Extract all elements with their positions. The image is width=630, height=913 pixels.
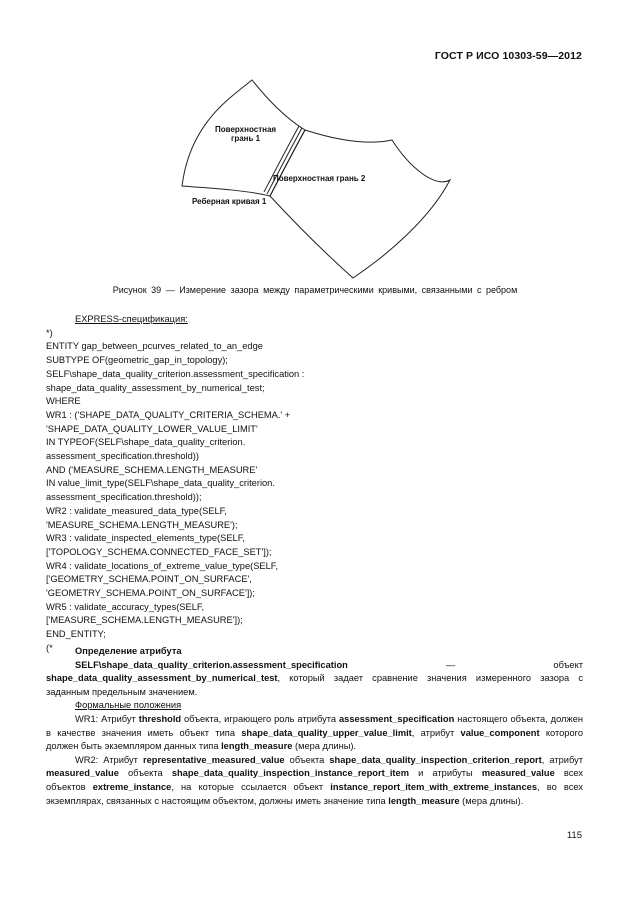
code-line: WR4 : validate_locations_of_extreme_value_type(SELF, — [46, 560, 279, 571]
code-line: AND ('MEASURE_SCHEMA.LENGTH_MEASURE' — [46, 464, 258, 475]
edge-curve-label: Реберная кривая 1 — [192, 197, 267, 206]
face-1-label — [215, 125, 276, 143]
code-line: IN value_limit_type(SELF\shape_data_quality_criterion. — [46, 478, 275, 489]
face-2-label: Поверхностная грань 2 — [273, 174, 366, 183]
code-line: WR3 : validate_inspected_elements_type(SELF, — [46, 533, 245, 544]
face-1-label-line2: грань 1 — [230, 134, 261, 143]
code-line: SELF\shape_data_quality_criterion.assessment_specification : — [46, 368, 305, 379]
wr1-paragraph: WR1: Атрибут threshold объекта, играющего роль атрибута assessment_specification настоящего объекта, должен в качестве значения иметь объект типа shape_data_quality_upper_value_limit, атрибут value_component которого должен быть экземпляром данных типа length_measure (мера длины). — [46, 713, 584, 752]
standard-header: ГОСТ Р ИСО 10303-59—2012 — [434, 50, 582, 62]
attr-def-heading: Определение атрибута — [75, 646, 182, 656]
code-line: ['GEOMETRY_SCHEMA.POINT_ON_SURFACE', — [46, 574, 252, 585]
code-line: *) — [46, 327, 53, 338]
code-line: 'MEASURE_SCHEMA.LENGTH_MEASURE'); — [46, 519, 238, 530]
code-line: WR2 : validate_measured_data_type(SELF, — [46, 505, 227, 516]
code-line: assessment_specification.threshold)) — [46, 451, 199, 462]
code-line: SUBTYPE OF(geometric_gap_in_topology); — [46, 355, 228, 366]
code-line: (* — [46, 642, 53, 653]
code-line: WR1 : ('SHAPE_DATA_QUALITY_CRITERIA_SCHEMA.' + — [46, 409, 291, 420]
attribute-definitions — [46, 642, 584, 808]
code-line: 'SHAPE_DATA_QUALITY_LOWER_VALUE_LIMIT' — [46, 423, 258, 434]
code-line: IN TYPEOF(SELF\shape_data_quality_criterion. — [46, 437, 246, 448]
code-line: 'GEOMETRY_SCHEMA.POINT_ON_SURFACE']); — [46, 588, 255, 599]
express-heading: EXPRESS-спецификация: — [75, 314, 188, 324]
wr2-paragraph: WR2: Атрибут representative_measured_value объекта shape_data_quality_inspection_criterion_report, атрибут measured_value объекта shape_data_quality_inspection_instance_report_item и атрибуты measured_value всех объектов extreme_instance, на которые ссылается объект instance_report_item_with_extreme_instances, во всех экземплярах, связанных с настоящим объектом, должны иметь значение типа length_measure (мера длины). — [46, 754, 583, 806]
code-line: WR5 : validate_accuracy_types(SELF, — [46, 601, 205, 612]
formal-heading: Формальные положения — [75, 700, 182, 711]
express-code-block — [46, 313, 304, 656]
face-2-outline — [270, 130, 450, 278]
code-line: ENTITY gap_between_pcurves_related_to_an_edge — [46, 341, 263, 352]
page-number: 115 — [566, 830, 582, 841]
code-line: WHERE — [46, 396, 81, 407]
face-1-label-line1: Поверхностная — [215, 125, 277, 134]
code-line: shape_data_quality_assessment_by_numerical_test; — [46, 382, 265, 393]
figure-39 — [160, 78, 460, 283]
code-line: ['MEASURE_SCHEMA.LENGTH_MEASURE']); — [46, 615, 243, 626]
code-line: END_ENTITY; — [46, 629, 106, 640]
code-line: ['TOPOLOGY_SCHEMA.CONNECTED_FACE_SET']); — [46, 546, 272, 557]
code-line: assessment_specification.threshold)); — [46, 492, 202, 503]
attr-def-paragraph: SELF\shape_data_quality_criterion.assessment_specification — объект shape_data_quality_assessment_by_numerical_test, который задает сравнение значения измеренного зазора с заданным предельным значением. — [46, 659, 583, 697]
figure-caption: Рисунок 39 — Измерение зазора между параметрическими кривыми, связанными с ребром — [112, 285, 518, 295]
